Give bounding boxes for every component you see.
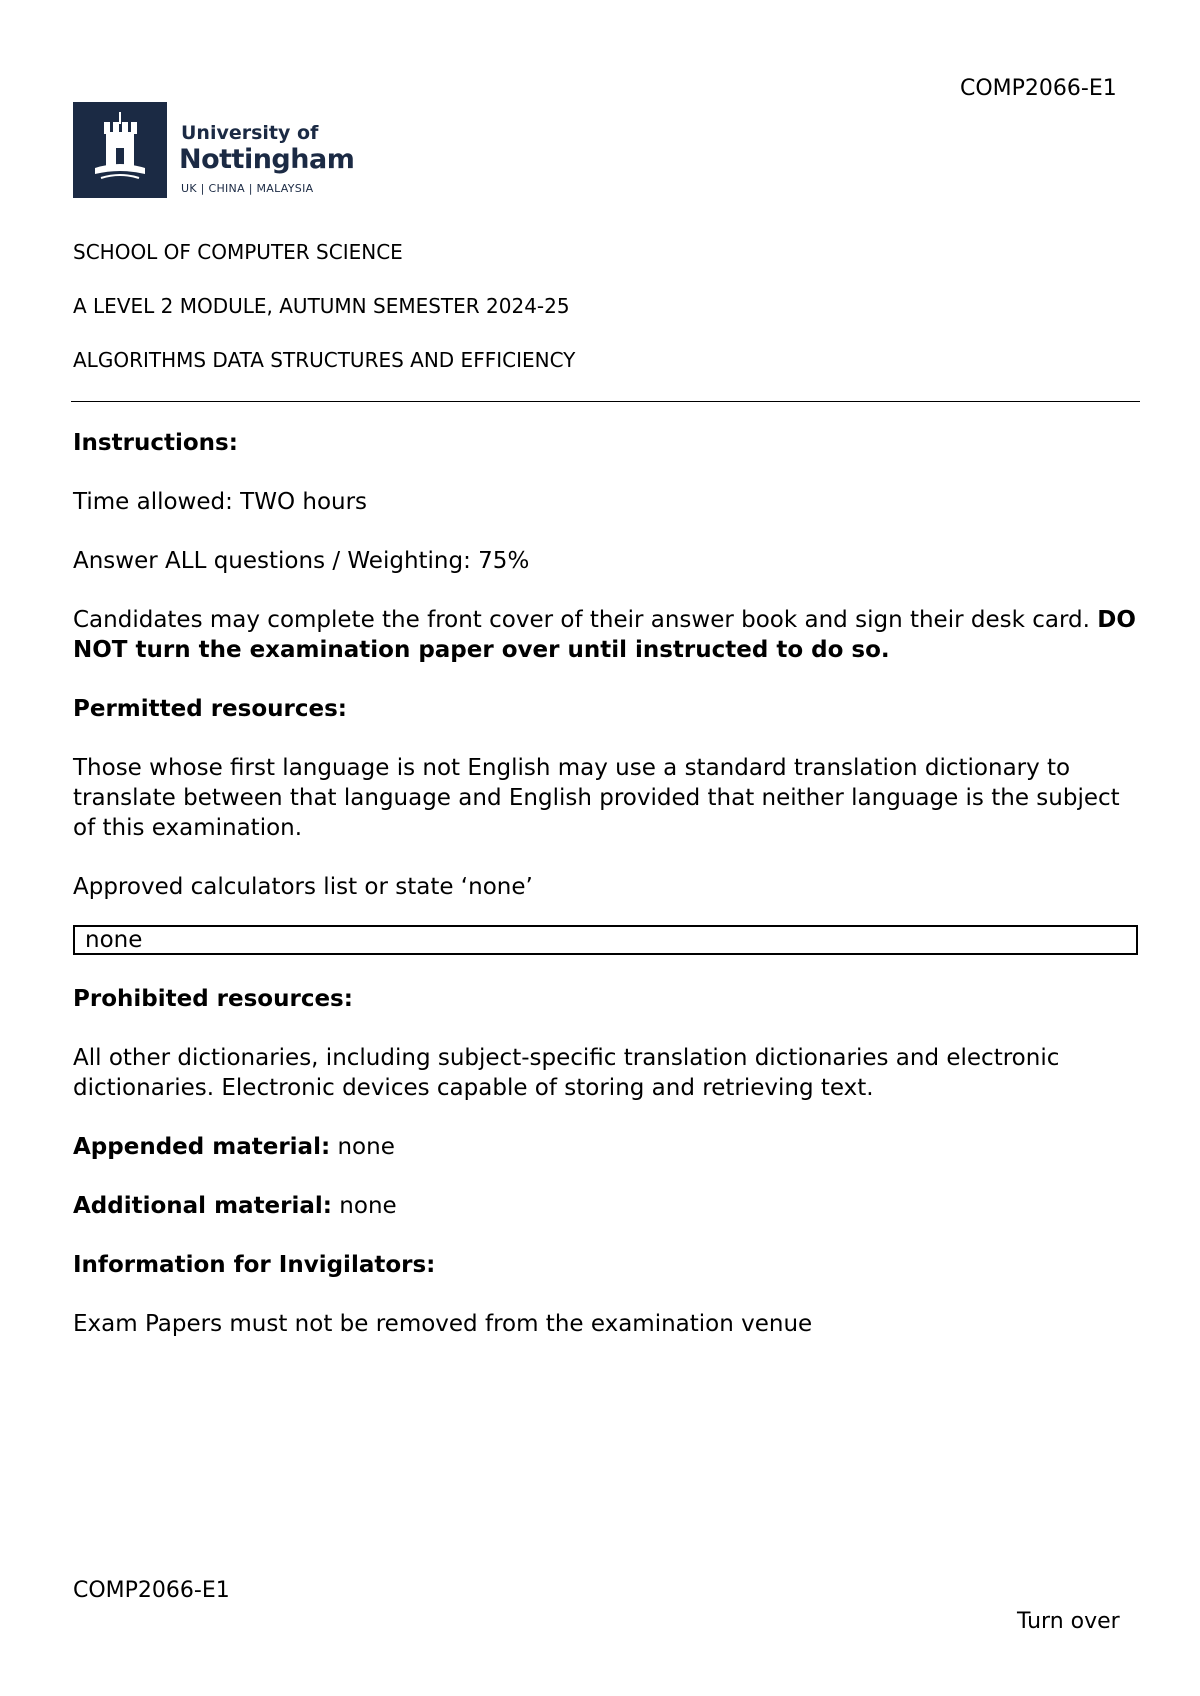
permitted-heading: Permitted resources: bbox=[73, 696, 347, 722]
prohibited-text: All other dictionaries, including subject-specific translation dictionaries and electronic dictionaries. Electronic devices capable of storing and retrieving text. bbox=[73, 1045, 1060, 1101]
module-title: ALGORITHMS DATA STRUCTURES AND EFFICIENCY bbox=[73, 348, 576, 372]
logo-line-1: University of bbox=[181, 122, 319, 144]
do-not-turn-warning: DO NOT turn the examination paper over until instructed to do so. bbox=[73, 607, 1136, 663]
additional-material bbox=[73, 1191, 1145, 1221]
exam-instructions bbox=[73, 428, 1145, 1368]
module-code-top: COMP2066-E1 bbox=[960, 76, 1117, 101]
additional-label: Additional material: bbox=[73, 1193, 332, 1219]
castle-crest-icon bbox=[73, 102, 167, 198]
module-level: A LEVEL 2 MODULE, AUTUMN SEMESTER 2024-25 bbox=[73, 294, 570, 318]
additional-value: none bbox=[332, 1193, 397, 1219]
calculators-label: Approved calculators list or state ‘none’ bbox=[73, 874, 533, 900]
header-divider bbox=[71, 401, 1140, 402]
invigilators-heading: Information for Invigilators: bbox=[73, 1252, 436, 1278]
module-code-footer: COMP2066-E1 bbox=[73, 1578, 230, 1603]
appended-material bbox=[73, 1132, 1145, 1162]
time-allowed: Time allowed: TWO hours bbox=[73, 489, 368, 515]
invigilators-text: Exam Papers must not be removed from the examination venue bbox=[73, 1311, 813, 1337]
logo-line-2: Nottingham bbox=[179, 144, 355, 175]
prohibited-heading: Prohibited resources: bbox=[73, 986, 353, 1012]
logo-line-3: UK | CHINA | MALAYSIA bbox=[181, 182, 314, 195]
appended-value: none bbox=[330, 1134, 395, 1160]
calculators-box: none bbox=[73, 925, 1138, 955]
school-name: SCHOOL OF COMPUTER SCIENCE bbox=[73, 240, 403, 264]
candidates-text: Candidates may complete the front cover of their answer book and sign their desk card. bbox=[73, 607, 1090, 633]
university-logo bbox=[73, 102, 355, 198]
candidates-note bbox=[73, 605, 1145, 665]
turn-over-note: Turn over bbox=[1017, 1609, 1120, 1634]
appended-label: Appended material: bbox=[73, 1134, 331, 1160]
instructions-heading: Instructions: bbox=[73, 430, 238, 456]
answer-weighting: Answer ALL questions / Weighting: 75% bbox=[73, 548, 530, 574]
permitted-text: Those whose first language is not English may use a standard translation dictionary to translate between that language and English provided that neither language is the subject of this examination. bbox=[73, 755, 1120, 841]
